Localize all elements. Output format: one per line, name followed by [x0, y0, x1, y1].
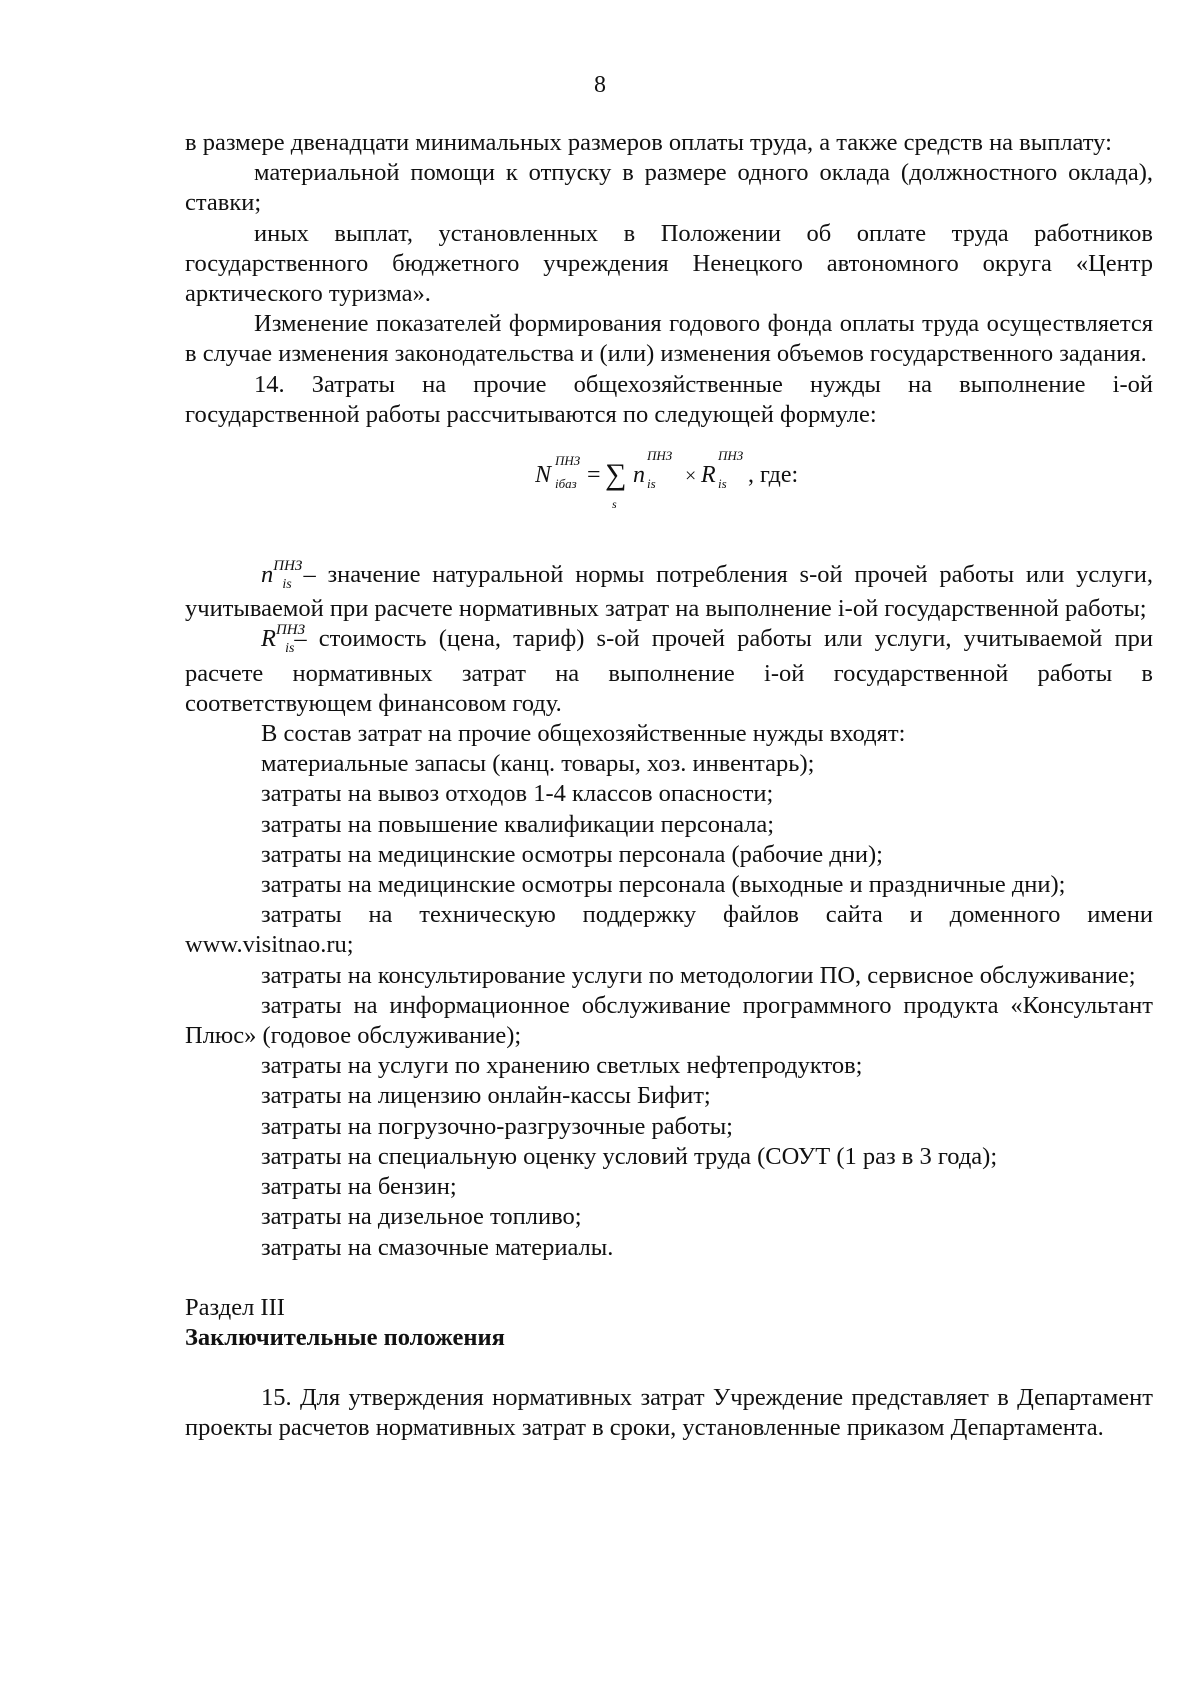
list-item: затраты на услуги по хранению светлых нефтепродуктов; — [261, 1052, 863, 1080]
paragraph: иных выплат, установленных в Положении об оплате труда работников государственного бюджетного учреждения Ненецкого автономного округа «Центр арктического туризма». — [185, 219, 1153, 308]
formula-graphic — [535, 440, 955, 530]
formula-r-sup: ПНЗ — [718, 448, 744, 464]
list-item: затраты на погрузочно-разгрузочные работы; — [261, 1112, 733, 1140]
formula-n-sub: is — [647, 476, 656, 492]
section-label: Раздел III — [185, 1293, 285, 1321]
def-n-sup: ПНЗ — [273, 558, 303, 575]
spacer — [185, 1263, 1153, 1293]
section-title: Заключительные положения — [185, 1323, 505, 1351]
list-item: затраты на информационное обслуживание программного продукта «Консультант Плюс» (годовое обслуживание); — [185, 991, 1153, 1050]
list-item: материальные запасы (канц. товары, хоз. инвентарь); — [261, 750, 815, 778]
formula-n-symbol: n — [633, 462, 645, 489]
def-r-symbol: R — [261, 625, 276, 653]
formula-lhs-symbol: N — [535, 462, 552, 489]
def-r-text: – стоимость (цена, тариф) s-ой прочей работы или услуги, учитываемой при расчете нормативных затрат на выполнение i-ой государственной работы в соответствующем финансовом году. — [185, 625, 1153, 717]
formula-lhs-sub: iбаз — [555, 476, 577, 492]
paragraph: в размере двенадцати минимальных размеров оплаты труда, а также средств на выплату: — [185, 129, 1112, 156]
list-item: затраты на повышение квалификации персонала; — [261, 810, 775, 838]
paragraph-item-15: 15. Для утверждения нормативных затрат Учреждение представляет в Департамент проекты расчетов нормативных затрат в сроки, установленные приказом Департамента. — [185, 1384, 1153, 1442]
document-body — [185, 128, 1153, 1444]
list-item: затраты на консультирование услуги по методологии ПО, сервисное обслуживание; — [261, 961, 1136, 989]
def-n-text: – значение натуральной нормы потребления s-ой прочей работы или услуги, учитываемой при расчете нормативных затрат на выполнение i-ой государственной работы; — [185, 561, 1153, 623]
def-n-sub: is — [282, 577, 292, 593]
page-number: 8 — [594, 72, 606, 98]
formula-sum-sign: ∑ — [605, 458, 627, 492]
def-r-sup: ПНЗ — [275, 622, 306, 639]
def-r-sub: is — [285, 641, 295, 657]
spacer — [185, 1353, 1153, 1383]
list-item: затраты на лицензию онлайн-кассы Бифит; — [261, 1082, 711, 1110]
paragraph: материальной помощи к отпуску в размере одного оклада (должностного оклада), ставки; — [185, 159, 1153, 217]
definition-r — [185, 624, 1153, 719]
paragraph-item-14: 14. Затраты на прочие общехозяйственные нужды на выполнение i-ой государственной работы рассчитываются по следующей формуле: — [185, 370, 1153, 428]
formula-equals: = — [587, 462, 601, 489]
formula-lhs-sup: ПНЗ — [555, 453, 581, 469]
formula-suffix: , где: — [748, 462, 799, 489]
list-item: затраты на бензин; — [261, 1173, 457, 1201]
formula-r-symbol: R — [701, 462, 716, 489]
paragraph: Изменение показателей формирования годового фонда оплаты труда осуществляется в случае изменения законодательства и (или) изменения объемов государственного задания. — [185, 310, 1153, 368]
list-item: затраты на специальную оценку условий труда (СОУТ (1 раз в 3 года); — [261, 1142, 998, 1170]
cost-formula — [185, 430, 1153, 560]
formula-times: × — [685, 465, 697, 488]
list-intro: В состав затрат на прочие общехозяйственные нужды входят: — [261, 720, 906, 748]
formula-r-sub: is — [718, 476, 727, 492]
list-item: затраты на смазочные материалы. — [261, 1233, 614, 1261]
list-item: затраты на техническую поддержку файлов сайта и доменного имени www.visitnao.ru; — [185, 901, 1153, 959]
list-item: затраты на дизельное топливо; — [261, 1203, 582, 1231]
list-item: затраты на медицинские осмотры персонала (выходные и праздничные дни); — [261, 871, 1066, 899]
formula-n-sup: ПНЗ — [647, 448, 673, 464]
def-n-symbol: n — [261, 561, 274, 589]
list-item: затраты на медицинские осмотры персонала (рабочие дни); — [261, 840, 883, 868]
list-item: затраты на вывоз отходов 1-4 классов опасности; — [261, 780, 774, 808]
definition-n — [185, 560, 1153, 624]
formula-sum-index: s — [612, 497, 617, 512]
